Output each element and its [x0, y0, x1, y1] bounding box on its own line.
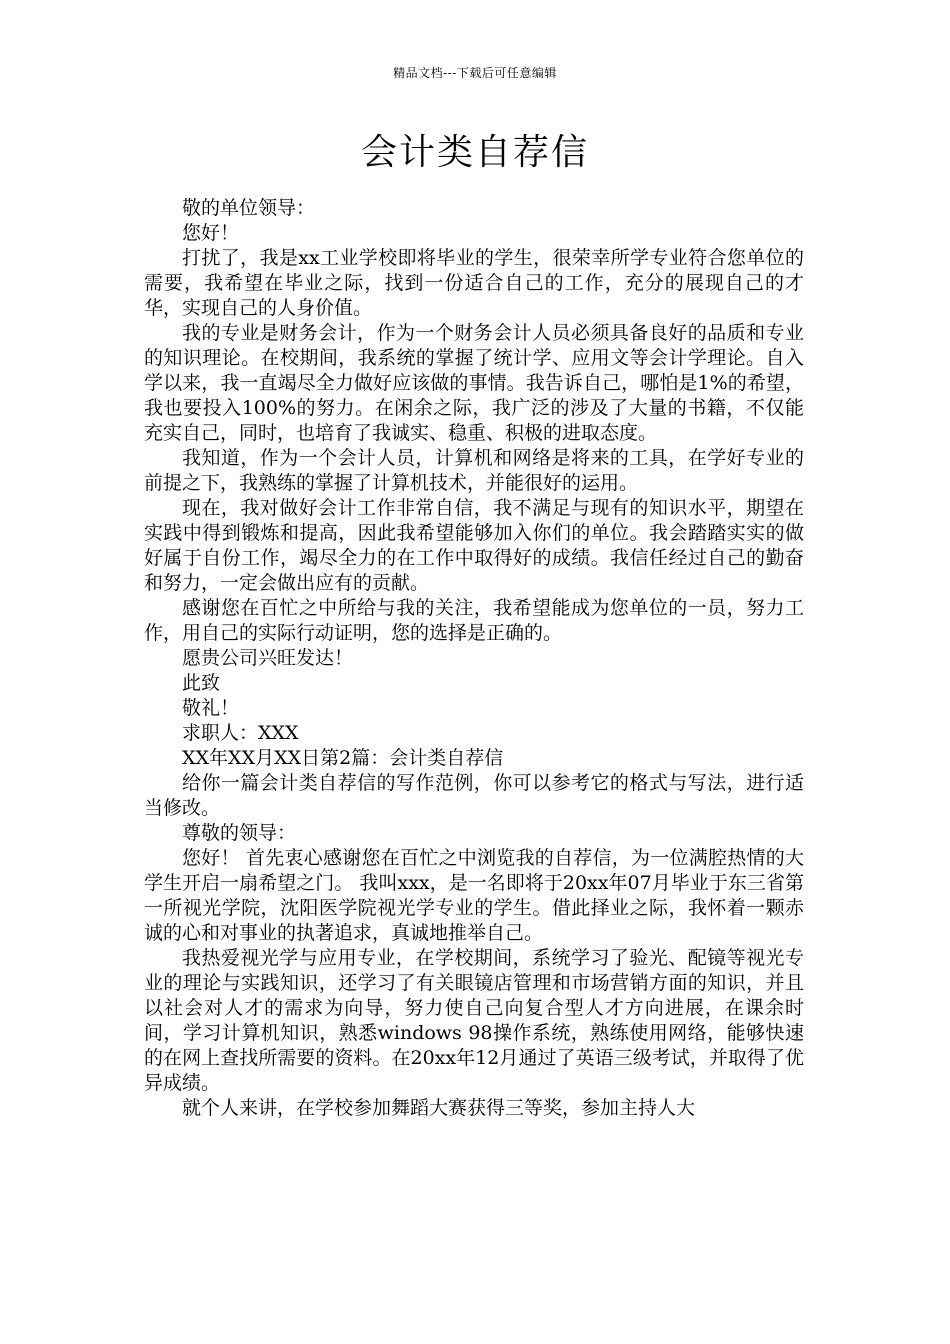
paragraph-closing-2: 敬礼！ [182, 697, 240, 719]
paragraph-greeting-2: 您好！ 首先衷心感谢您在百忙之中浏览我的自荐信，为一位满腔热情的大学生开启一扇希望之门。 我叫xxx，是一名即将于20xx年07月毕业于东三省第一所视光学院，沈阳医学院视光学专业的学生。借此择业之际，我怀着一颗赤诚的心和对事业的执著追求，真诚地推举自己。 [144, 847, 804, 944]
paragraph-greeting: 您好！ [182, 222, 240, 244]
paragraph-salutation: 敬的单位领导： [182, 197, 316, 219]
header-note: 精品文档---下载后可任意编辑 [393, 66, 557, 80]
page-title: 会计类自荐信 [360, 132, 589, 173]
paragraph-study: 我热爱视光学与应用专业，在学校期间，系统学习了验光、配镜等视光专业的理论与实践知识，还学习了有关眼镜店管理和市场营销方面的知识，并且以社会对人才的需求为向导，努力使自己向复合型人才方向进展，在课余时间，学习计算机知识，熟悉windows 98操作系统，熟练使用网络，能够快速的在网上查找所需要的资料。在20xx年12月通过了英语三级考试，并取得了优异成绩。 [144, 947, 804, 1094]
letter-body [144, 196, 804, 1121]
paragraph-wish: 愿贵公司兴旺发达！ [182, 647, 354, 669]
paragraph-sample-note: 给你一篇会计类自荐信的写作范例，你可以参考它的格式与写法，进行适当修改。 [144, 772, 804, 819]
paragraph-salutation-2: 尊敬的领导： [182, 822, 297, 844]
paragraph-confidence: 现在，我对做好会计工作非常自信，我不满足与现有的知识水平，期望在实践中得到锻炼和提高，因此我希望能够加入你们的单位。我会踏踏实实的做好属于自份工作，竭尽全力的在工作中取得好的成绩。我信任经过自己的勤奋和努力，一定会做出应有的贡献。 [144, 497, 804, 594]
paragraph-personal: 就个人来讲，在学校参加舞蹈大赛获得三等奖，参加主持人大 [182, 1097, 696, 1119]
paragraph-intro: 打扰了，我是xx工业学校即将毕业的学生，很荣幸所学专业符合您单位的需要，我希望在毕业之际，找到一份适合自己的工作，充分的展现自己的才华，实现自己的人身价值。 [144, 247, 804, 319]
paragraph-computer: 我知道，作为一个会计人员，计算机和网络是将来的工具，在学好专业的前提之下，我熟练的掌握了计算机技术，并能很好的运用。 [144, 447, 804, 494]
paragraph-date: XX年XX月XX日第2篇：会计类自荐信 [182, 747, 504, 769]
paragraph-thanks: 感谢您在百忙之中所给与我的关注，我希望能成为您单位的一员，努力工作，用自己的实际行动证明，您的选择是正确的。 [144, 597, 804, 644]
paragraph-signature: 求职人：XXX [182, 722, 299, 744]
paragraph-major: 我的专业是财务会计，作为一个财务会计人员必须具备良好的品质和专业的知识理论。在校期间，我系统的掌握了统计学、应用文等会计学理论。自入学以来，我一直竭尽全力做好应该做的事情。我告诉自己，哪怕是1%的希望，我也要投入100%的努力。在闲余之际，我广泛的涉及了大量的书籍，不仅能充实自己，同时，也培育了我诚实、稳重、积极的进取态度。 [144, 322, 804, 444]
paragraph-closing-1: 此致 [182, 672, 221, 694]
